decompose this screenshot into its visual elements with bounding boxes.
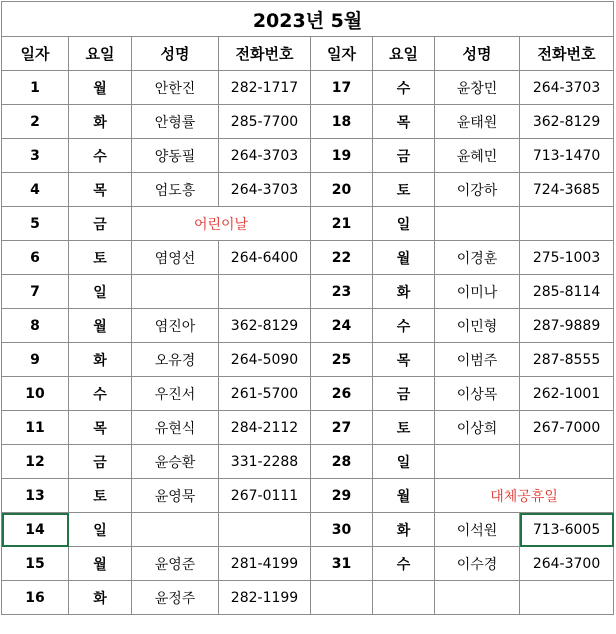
cell-weekday[interactable]: 화 <box>69 581 132 615</box>
cell-holiday[interactable]: 대체공휴일 <box>435 479 614 513</box>
cell-phone[interactable]: 264-5090 <box>219 343 311 377</box>
cell-phone[interactable] <box>520 445 614 479</box>
cell-phone[interactable]: 331-2288 <box>219 445 311 479</box>
table-row <box>2 309 614 343</box>
header-row <box>2 37 614 71</box>
cell-name[interactable]: 양동필 <box>132 139 219 173</box>
table-row <box>2 241 614 275</box>
table-row <box>2 343 614 377</box>
cell-day[interactable]: 31 <box>311 547 373 581</box>
cell-day[interactable]: 22 <box>311 241 373 275</box>
cell-name[interactable]: 이민형 <box>435 309 520 343</box>
cell-phone[interactable]: 282-1717 <box>219 71 311 105</box>
cell-weekday[interactable]: 화 <box>69 105 132 139</box>
cell-phone[interactable]: 264-3703 <box>219 173 311 207</box>
cell-weekday[interactable]: 화 <box>373 275 435 309</box>
header-phone[interactable]: 전화번호 <box>219 37 311 71</box>
table-row <box>2 445 614 479</box>
cell-phone[interactable]: 282-1199 <box>219 581 311 615</box>
table-row <box>2 173 614 207</box>
cell-weekday[interactable]: 금 <box>373 377 435 411</box>
cell-weekday[interactable]: 목 <box>69 411 132 445</box>
table-row <box>2 377 614 411</box>
spreadsheet <box>1 1 613 632</box>
cell-phone[interactable] <box>520 207 614 241</box>
cell-weekday[interactable]: 화 <box>69 343 132 377</box>
cell-weekday[interactable]: 일 <box>69 513 132 547</box>
cell-name[interactable] <box>132 275 219 309</box>
cell-name[interactable]: 윤영묵 <box>132 479 219 513</box>
cell-name[interactable]: 윤창민 <box>435 71 520 105</box>
cell-weekday[interactable]: 월 <box>373 241 435 275</box>
cell-name[interactable] <box>435 445 520 479</box>
cell-weekday[interactable]: 목 <box>373 343 435 377</box>
cell-name[interactable]: 엄도흥 <box>132 173 219 207</box>
cell-weekday[interactable]: 금 <box>69 207 132 241</box>
sheet-title[interactable]: 2023년 5월 <box>2 2 614 37</box>
cell-weekday[interactable]: 목 <box>373 105 435 139</box>
cell-weekday[interactable]: 수 <box>69 377 132 411</box>
cell-day[interactable]: 24 <box>311 309 373 343</box>
cell-day[interactable]: 4 <box>2 173 69 207</box>
cell-phone[interactable]: 264-6400 <box>219 241 311 275</box>
cell-weekday[interactable]: 토 <box>373 411 435 445</box>
cell-day[interactable]: 23 <box>311 275 373 309</box>
cell-phone[interactable]: 285-8114 <box>520 275 614 309</box>
cell-day[interactable]: 3 <box>2 139 69 173</box>
cell-day[interactable]: 20 <box>311 173 373 207</box>
cell-weekday[interactable]: 목 <box>69 173 132 207</box>
cell-name[interactable]: 유현식 <box>132 411 219 445</box>
cell-weekday[interactable]: 화 <box>373 513 435 547</box>
cell-name[interactable]: 이강하 <box>435 173 520 207</box>
cell-weekday[interactable]: 토 <box>69 241 132 275</box>
cell-phone[interactable]: 713-1470 <box>520 139 614 173</box>
cell-day[interactable]: 8 <box>2 309 69 343</box>
cell-day[interactable]: 11 <box>2 411 69 445</box>
cell-phone[interactable]: 261-5700 <box>219 377 311 411</box>
cell-day[interactable] <box>311 581 373 615</box>
cell-name[interactable]: 염진아 <box>132 309 219 343</box>
cell-name[interactable] <box>435 581 520 615</box>
cell-name[interactable]: 이상희 <box>435 411 520 445</box>
cell-phone[interactable]: 275-1003 <box>520 241 614 275</box>
cell-name[interactable]: 윤영준 <box>132 547 219 581</box>
cell-name[interactable]: 우진서 <box>132 377 219 411</box>
cell-day[interactable]: 18 <box>311 105 373 139</box>
table-row <box>2 105 614 139</box>
cell-name[interactable]: 윤혜민 <box>435 139 520 173</box>
header-weekday[interactable]: 요일 <box>373 37 435 71</box>
cell-day[interactable]: 29 <box>311 479 373 513</box>
cell-name[interactable] <box>435 207 520 241</box>
cell-phone[interactable]: 287-8555 <box>520 343 614 377</box>
header-weekday[interactable]: 요일 <box>69 37 132 71</box>
cell-name[interactable]: 이상목 <box>435 377 520 411</box>
cell-weekday[interactable]: 수 <box>69 139 132 173</box>
cell-day[interactable]: 6 <box>2 241 69 275</box>
table-row <box>2 71 614 105</box>
schedule-table <box>1 1 614 615</box>
cell-phone[interactable] <box>219 513 311 547</box>
cell-day[interactable]: 17 <box>311 71 373 105</box>
cell-phone[interactable]: 362-8129 <box>520 105 614 139</box>
cell-phone[interactable]: 267-0111 <box>219 479 311 513</box>
cell-phone[interactable]: 264-3703 <box>520 71 614 105</box>
cell-day[interactable]: 25 <box>311 343 373 377</box>
table-row <box>2 513 614 547</box>
cell-day[interactable]: 27 <box>311 411 373 445</box>
cell-weekday[interactable]: 수 <box>373 309 435 343</box>
cell-weekday[interactable]: 월 <box>69 547 132 581</box>
cell-name[interactable]: 안형률 <box>132 105 219 139</box>
table-row <box>2 411 614 445</box>
cell-name[interactable]: 이경훈 <box>435 241 520 275</box>
cell-weekday[interactable]: 월 <box>69 71 132 105</box>
cell-name[interactable]: 이석원 <box>435 513 520 547</box>
cell-weekday[interactable]: 일 <box>373 207 435 241</box>
table-row <box>2 139 614 173</box>
cell-phone[interactable]: 267-7000 <box>520 411 614 445</box>
cell-holiday[interactable]: 어린이날 <box>132 207 311 241</box>
cell-weekday[interactable]: 일 <box>69 275 132 309</box>
table-row <box>2 207 614 241</box>
title-row <box>2 2 614 37</box>
cell-name[interactable]: 오유경 <box>132 343 219 377</box>
cell-phone[interactable]: 281-4199 <box>219 547 311 581</box>
cell-name[interactable]: 이수경 <box>435 547 520 581</box>
table-row <box>2 275 614 309</box>
cell-phone[interactable]: 362-8129 <box>219 309 311 343</box>
cell-name[interactable]: 염영선 <box>132 241 219 275</box>
cell-day[interactable]: 26 <box>311 377 373 411</box>
cell-day[interactable]: 9 <box>2 343 69 377</box>
cell-day[interactable]: 16 <box>2 581 69 615</box>
cell-phone[interactable]: 287-9889 <box>520 309 614 343</box>
cell-phone[interactable] <box>219 275 311 309</box>
cell-day[interactable]: 12 <box>2 445 69 479</box>
cell-name[interactable]: 윤정주 <box>132 581 219 615</box>
cell-weekday[interactable]: 금 <box>373 139 435 173</box>
header-name[interactable]: 성명 <box>435 37 520 71</box>
cell-weekday[interactable]: 수 <box>373 71 435 105</box>
cell-weekday[interactable]: 수 <box>373 547 435 581</box>
cell-phone[interactable]: 264-3703 <box>219 139 311 173</box>
cell-day[interactable]: 2 <box>2 105 69 139</box>
cell-phone[interactable]: 264-3700 <box>520 547 614 581</box>
cell-phone[interactable]: 284-2112 <box>219 411 311 445</box>
cell-weekday[interactable]: 금 <box>69 445 132 479</box>
cell-weekday[interactable] <box>373 581 435 615</box>
cell-day[interactable]: 28 <box>311 445 373 479</box>
cell-phone[interactable]: 262-1001 <box>520 377 614 411</box>
cell-day[interactable]: 15 <box>2 547 69 581</box>
cell-name[interactable]: 이미나 <box>435 275 520 309</box>
cell-name[interactable]: 이범주 <box>435 343 520 377</box>
header-day[interactable]: 일자 <box>311 37 373 71</box>
cell-phone[interactable]: 724-3685 <box>520 173 614 207</box>
cell-day[interactable]: 21 <box>311 207 373 241</box>
cell-day[interactable]: 1 <box>2 71 69 105</box>
table-row <box>2 581 614 615</box>
header-name[interactable]: 성명 <box>132 37 219 71</box>
active-cell[interactable]: 713-6005 <box>520 513 614 547</box>
header-phone[interactable]: 전화번호 <box>520 37 614 71</box>
cell-weekday[interactable]: 월 <box>373 479 435 513</box>
cell-day[interactable]: 7 <box>2 275 69 309</box>
cell-weekday[interactable]: 일 <box>373 445 435 479</box>
table-row <box>2 479 614 513</box>
cell-day[interactable]: 5 <box>2 207 69 241</box>
table-row <box>2 547 614 581</box>
selected-cell[interactable]: 14 <box>2 513 69 547</box>
cell-day[interactable]: 30 <box>311 513 373 547</box>
cell-weekday[interactable]: 토 <box>69 479 132 513</box>
cell-phone[interactable] <box>520 581 614 615</box>
cell-name[interactable]: 윤태원 <box>435 105 520 139</box>
cell-name[interactable]: 안한진 <box>132 71 219 105</box>
cell-day[interactable]: 10 <box>2 377 69 411</box>
cell-name[interactable] <box>132 513 219 547</box>
cell-phone[interactable]: 285-7700 <box>219 105 311 139</box>
cell-day[interactable]: 13 <box>2 479 69 513</box>
cell-day[interactable]: 19 <box>311 139 373 173</box>
header-day[interactable]: 일자 <box>2 37 69 71</box>
cell-name[interactable]: 윤승환 <box>132 445 219 479</box>
cell-weekday[interactable]: 토 <box>373 173 435 207</box>
cell-weekday[interactable]: 월 <box>69 309 132 343</box>
